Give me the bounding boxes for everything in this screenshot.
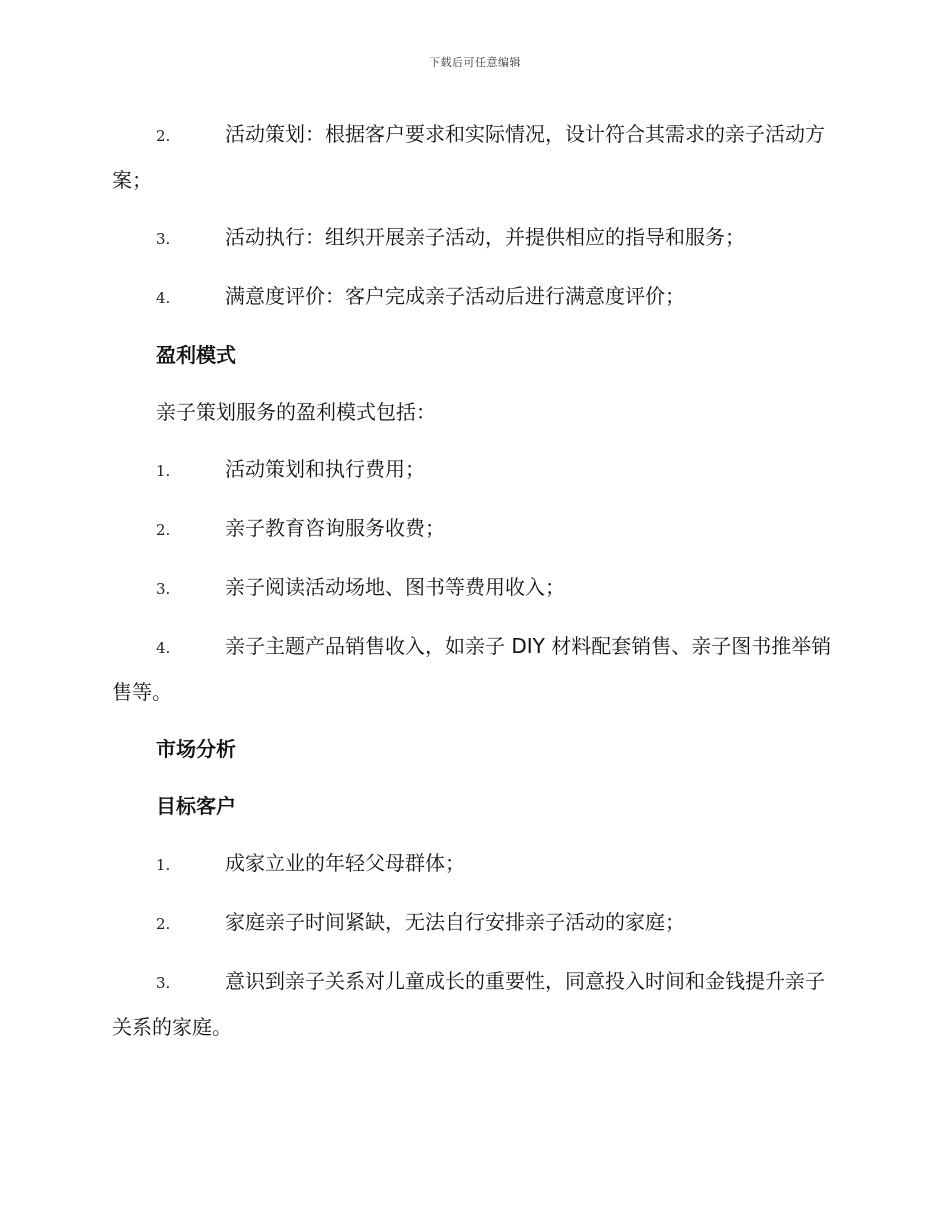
list-item <box>112 624 832 714</box>
list-text: 亲子阅读活动场地、图书等费用收入； <box>225 575 565 599</box>
list-number: 3. <box>156 580 171 598</box>
list-text: 满意度评价：客户完成亲子活动后进行满意度评价； <box>225 284 685 308</box>
section-heading-target: 目标客户 <box>156 794 236 818</box>
list-number: 3. <box>156 974 171 992</box>
list-item <box>112 112 832 202</box>
list-text: 亲子教育咨询服务收费； <box>225 516 445 540</box>
list-number: 1. <box>156 462 171 480</box>
list-number: 4. <box>156 289 171 307</box>
list-text: 意识到亲子关系对儿童成长的重要性，同意投入时间和金钱提升亲子关系的家庭。 <box>112 969 825 1039</box>
list-item <box>112 841 832 887</box>
document-body <box>112 112 832 1062</box>
list-number: 2. <box>156 521 171 539</box>
header-note: 下载后可任意编辑 <box>429 56 521 69</box>
list-text: 亲子主题产品销售收入，如亲子 DIY 材料配套销售、亲子图书推举销售等。 <box>112 634 832 704</box>
list-item <box>112 959 832 1049</box>
list-number: 4. <box>156 639 171 657</box>
list-number: 1. <box>156 856 171 874</box>
list-item <box>112 506 832 552</box>
section-heading-profit: 盈利模式 <box>156 343 236 367</box>
list-item <box>112 447 832 493</box>
list-number: 2. <box>156 915 171 933</box>
list-item <box>112 900 832 946</box>
list-text: 活动策划和执行费用； <box>225 457 425 481</box>
list-text: 家庭亲子时间紧缺，无法自行安排亲子活动的家庭； <box>225 910 685 934</box>
profit-intro: 亲子策划服务的盈利模式包括： <box>156 400 436 424</box>
list-number: 3. <box>156 230 171 248</box>
list-item <box>112 215 832 261</box>
list-text: 活动策划：根据客户要求和实际情况，设计符合其需求的亲子活动方案； <box>112 122 825 192</box>
list-text: 成家立业的年轻父母群体； <box>225 851 465 875</box>
list-item <box>112 274 832 320</box>
list-number: 2. <box>156 127 171 145</box>
list-item <box>112 565 832 611</box>
section-heading-market: 市场分析 <box>156 737 236 761</box>
list-text: 活动执行：组织开展亲子活动，并提供相应的指导和服务； <box>225 225 745 249</box>
